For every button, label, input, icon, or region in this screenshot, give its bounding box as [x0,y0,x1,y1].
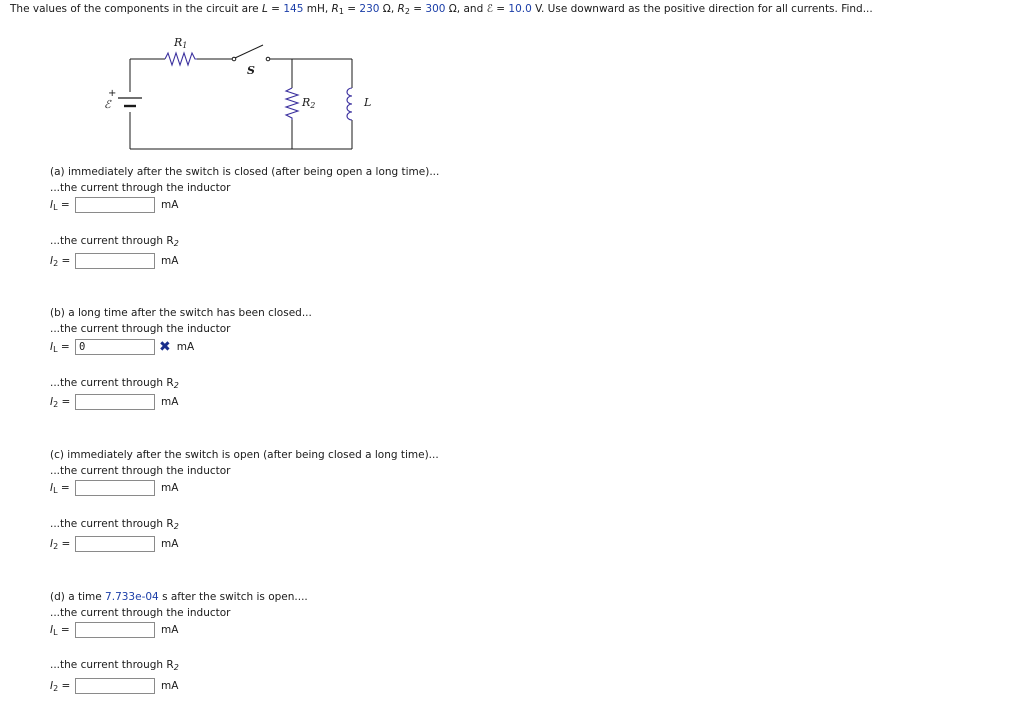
inductor-label: L [364,96,372,109]
r1-symbol: R [331,3,339,15]
section-a-i2-label: $I_2$ = [50,255,71,268]
section-d-i2-input[interactable] [75,678,155,694]
section-b-il-input[interactable] [75,339,155,355]
section-a-il-label: $I_L$ = [50,199,70,212]
problem-statement: The values of the components in the circuit are L = 145 mH, $R_1 = 230$ Ω, $R_2 = 300$ Ω, and ℰ = 10.0 V. Use downward as the positive direction for all currents. Find... [10,3,873,16]
section-d-i2-unit: mA [161,680,179,692]
section-a-inductor-prompt: ...the current through the inductor [50,182,231,194]
r2-symbol: R [397,3,405,15]
section-a-il-unit: mA [161,199,179,211]
section-c-i2-input[interactable] [75,536,155,552]
section-b-il-unit: mA [176,341,195,353]
emf-unit: V. [535,3,545,15]
section-a-il-input[interactable] [75,197,155,213]
section-b-il-label: $I_L$ = [50,341,70,354]
emf-value: 10.0 [508,3,532,15]
inductor-icon [347,88,352,120]
section-a-title: (a) immediately after the switch is closed (after being open a long time)... [50,166,440,178]
section-c-r2-prompt: ...the current through $R_2$ [50,518,179,531]
section-d-inductor-row [50,620,178,640]
problem-instructions: Use downward as the positive direction for all currents. Find... [547,3,873,15]
section-d-i2-label: $I_2$ = [50,680,71,693]
section-d-r2-prompt: ...the current through $R_2$ [50,659,179,672]
section-c-i2-label: $I_2$ = [50,538,71,551]
r2-value: 300 [425,3,446,15]
r2-label: R2 [302,96,316,110]
section-a-i2-unit: mA [161,255,179,267]
section-b-title: (b) a long time after the switch has been closed... [50,307,312,319]
inductance-unit: mH, [306,3,329,15]
section-d-il-unit: mA [161,624,179,636]
r2-subscript: 2 [404,7,410,16]
section-c-title: (c) immediately after the switch is open (after being closed a long time)... [50,449,439,461]
r1-resistor-icon [165,53,197,65]
section-b-r2-prompt: ...the current through $R_2$ [50,377,179,390]
section-d-title: (d) a time 7.733e-04 s after the switch is open.... [50,591,308,603]
section-d-time-value: 7.733e-04 [105,591,159,603]
r1-unit: Ω, [382,3,395,15]
section-d-il-input[interactable] [75,622,155,638]
section-c-r2-row [50,534,178,554]
section-a-i2-input[interactable] [75,253,155,269]
section-a-inductor-row [50,195,178,215]
emf-label: ℰ [104,98,111,111]
section-c-il-unit: mA [161,482,179,494]
inductance-symbol: L [261,3,268,15]
section-b-i2-unit: mA [161,396,179,408]
section-c-inductor-row [50,478,178,498]
inductance-value: 145 [283,3,304,15]
section-c-i2-unit: mA [161,538,179,550]
problem-intro: The values of the components in the circuit are [10,3,259,15]
switch-icon [232,45,270,61]
emf-symbol: ℰ [486,3,493,15]
battery-icon [118,98,142,106]
battery-plus-sign: + [108,88,117,99]
section-d-il-label: $I_L$ = [50,624,70,637]
r1-label: R1 [174,36,188,50]
r2-resistor-icon [286,88,298,120]
circuit-diagram [94,32,374,162]
section-b-inductor-row [50,337,194,357]
section-d-r2-row [50,676,178,696]
section-b-inductor-prompt: ...the current through the inductor [50,323,231,335]
section-c-il-label: $I_L$ = [50,482,70,495]
section-a-r2-row [50,251,178,271]
switch-label: S [247,64,255,77]
section-b-i2-label: $I_2$ = [50,396,71,409]
section-a-r2-prompt: ...the current through $R_2$ [50,235,179,248]
incorrect-x-icon: ✖ [159,339,171,355]
r1-value: 230 [359,3,380,15]
section-b-i2-input[interactable] [75,394,155,410]
section-b-r2-row [50,392,178,412]
section-d-inductor-prompt: ...the current through the inductor [50,607,231,619]
section-c-il-input[interactable] [75,480,155,496]
r2-unit: Ω, and [448,3,484,15]
r1-subscript: 1 [338,7,344,16]
section-c-inductor-prompt: ...the current through the inductor [50,465,231,477]
